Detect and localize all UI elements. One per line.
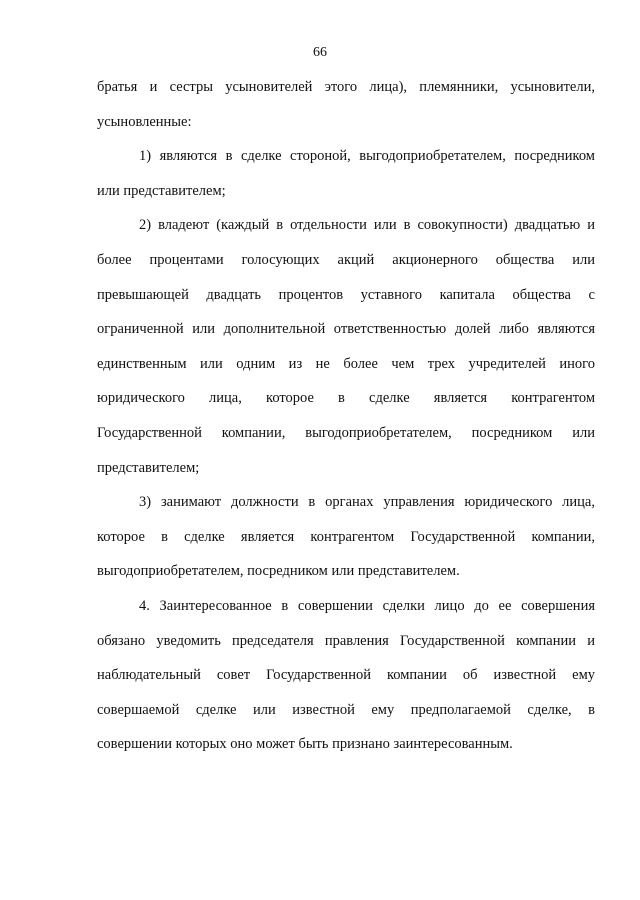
text-line: юридического лица, которое в сделке является контрагентом <box>97 390 595 407</box>
body-text <box>97 70 595 762</box>
text-line: представителем; <box>97 459 200 476</box>
text-line: выгодоприобретателем, посредником или представителем. <box>97 563 460 580</box>
text-line: ограниченной или дополнительной ответственностью долей либо являются <box>97 321 595 338</box>
text-line: усыновленные: <box>97 113 192 130</box>
text-line: более процентами голосующих акций акционерного общества или <box>97 251 595 268</box>
text-line: братья и сестры усыновителей этого лица), племянники, усыновители, <box>97 79 595 95</box>
text-line: совершении которых оно может быть признано заинтересованным. <box>97 736 513 753</box>
text-line: совершаемой сделке или известной ему предполагаемой сделке, в <box>97 701 595 718</box>
text-line: обязано уведомить председателя правления Государственной компании и <box>97 632 595 649</box>
text-line: наблюдательный совет Государственной компании об известной ему <box>97 667 595 684</box>
text-line: 3) занимают должности в органах управления юридического лица, <box>139 494 595 511</box>
text-line: превышающей двадцать процентов уставного капитала общества с <box>97 286 595 303</box>
text-line: Государственной компании, выгодоприобретателем, посредником или <box>97 424 595 441</box>
text-line: которое в сделке является контрагентом Государственной компании, <box>97 528 595 545</box>
text-line: 4. Заинтересованное в совершении сделки лицо до ее совершения <box>139 597 595 614</box>
text-line: или представителем; <box>97 182 226 199</box>
page-number: 66 <box>313 45 327 60</box>
text-line: 1) являются в сделке стороной, выгодоприобретателем, посредником <box>139 148 595 165</box>
text-line: 2) владеют (каждый в отдельности или в совокупности) двадцатью и <box>139 217 595 234</box>
text-line: единственным или одним из не более чем трех учредителей иного <box>97 355 595 372</box>
